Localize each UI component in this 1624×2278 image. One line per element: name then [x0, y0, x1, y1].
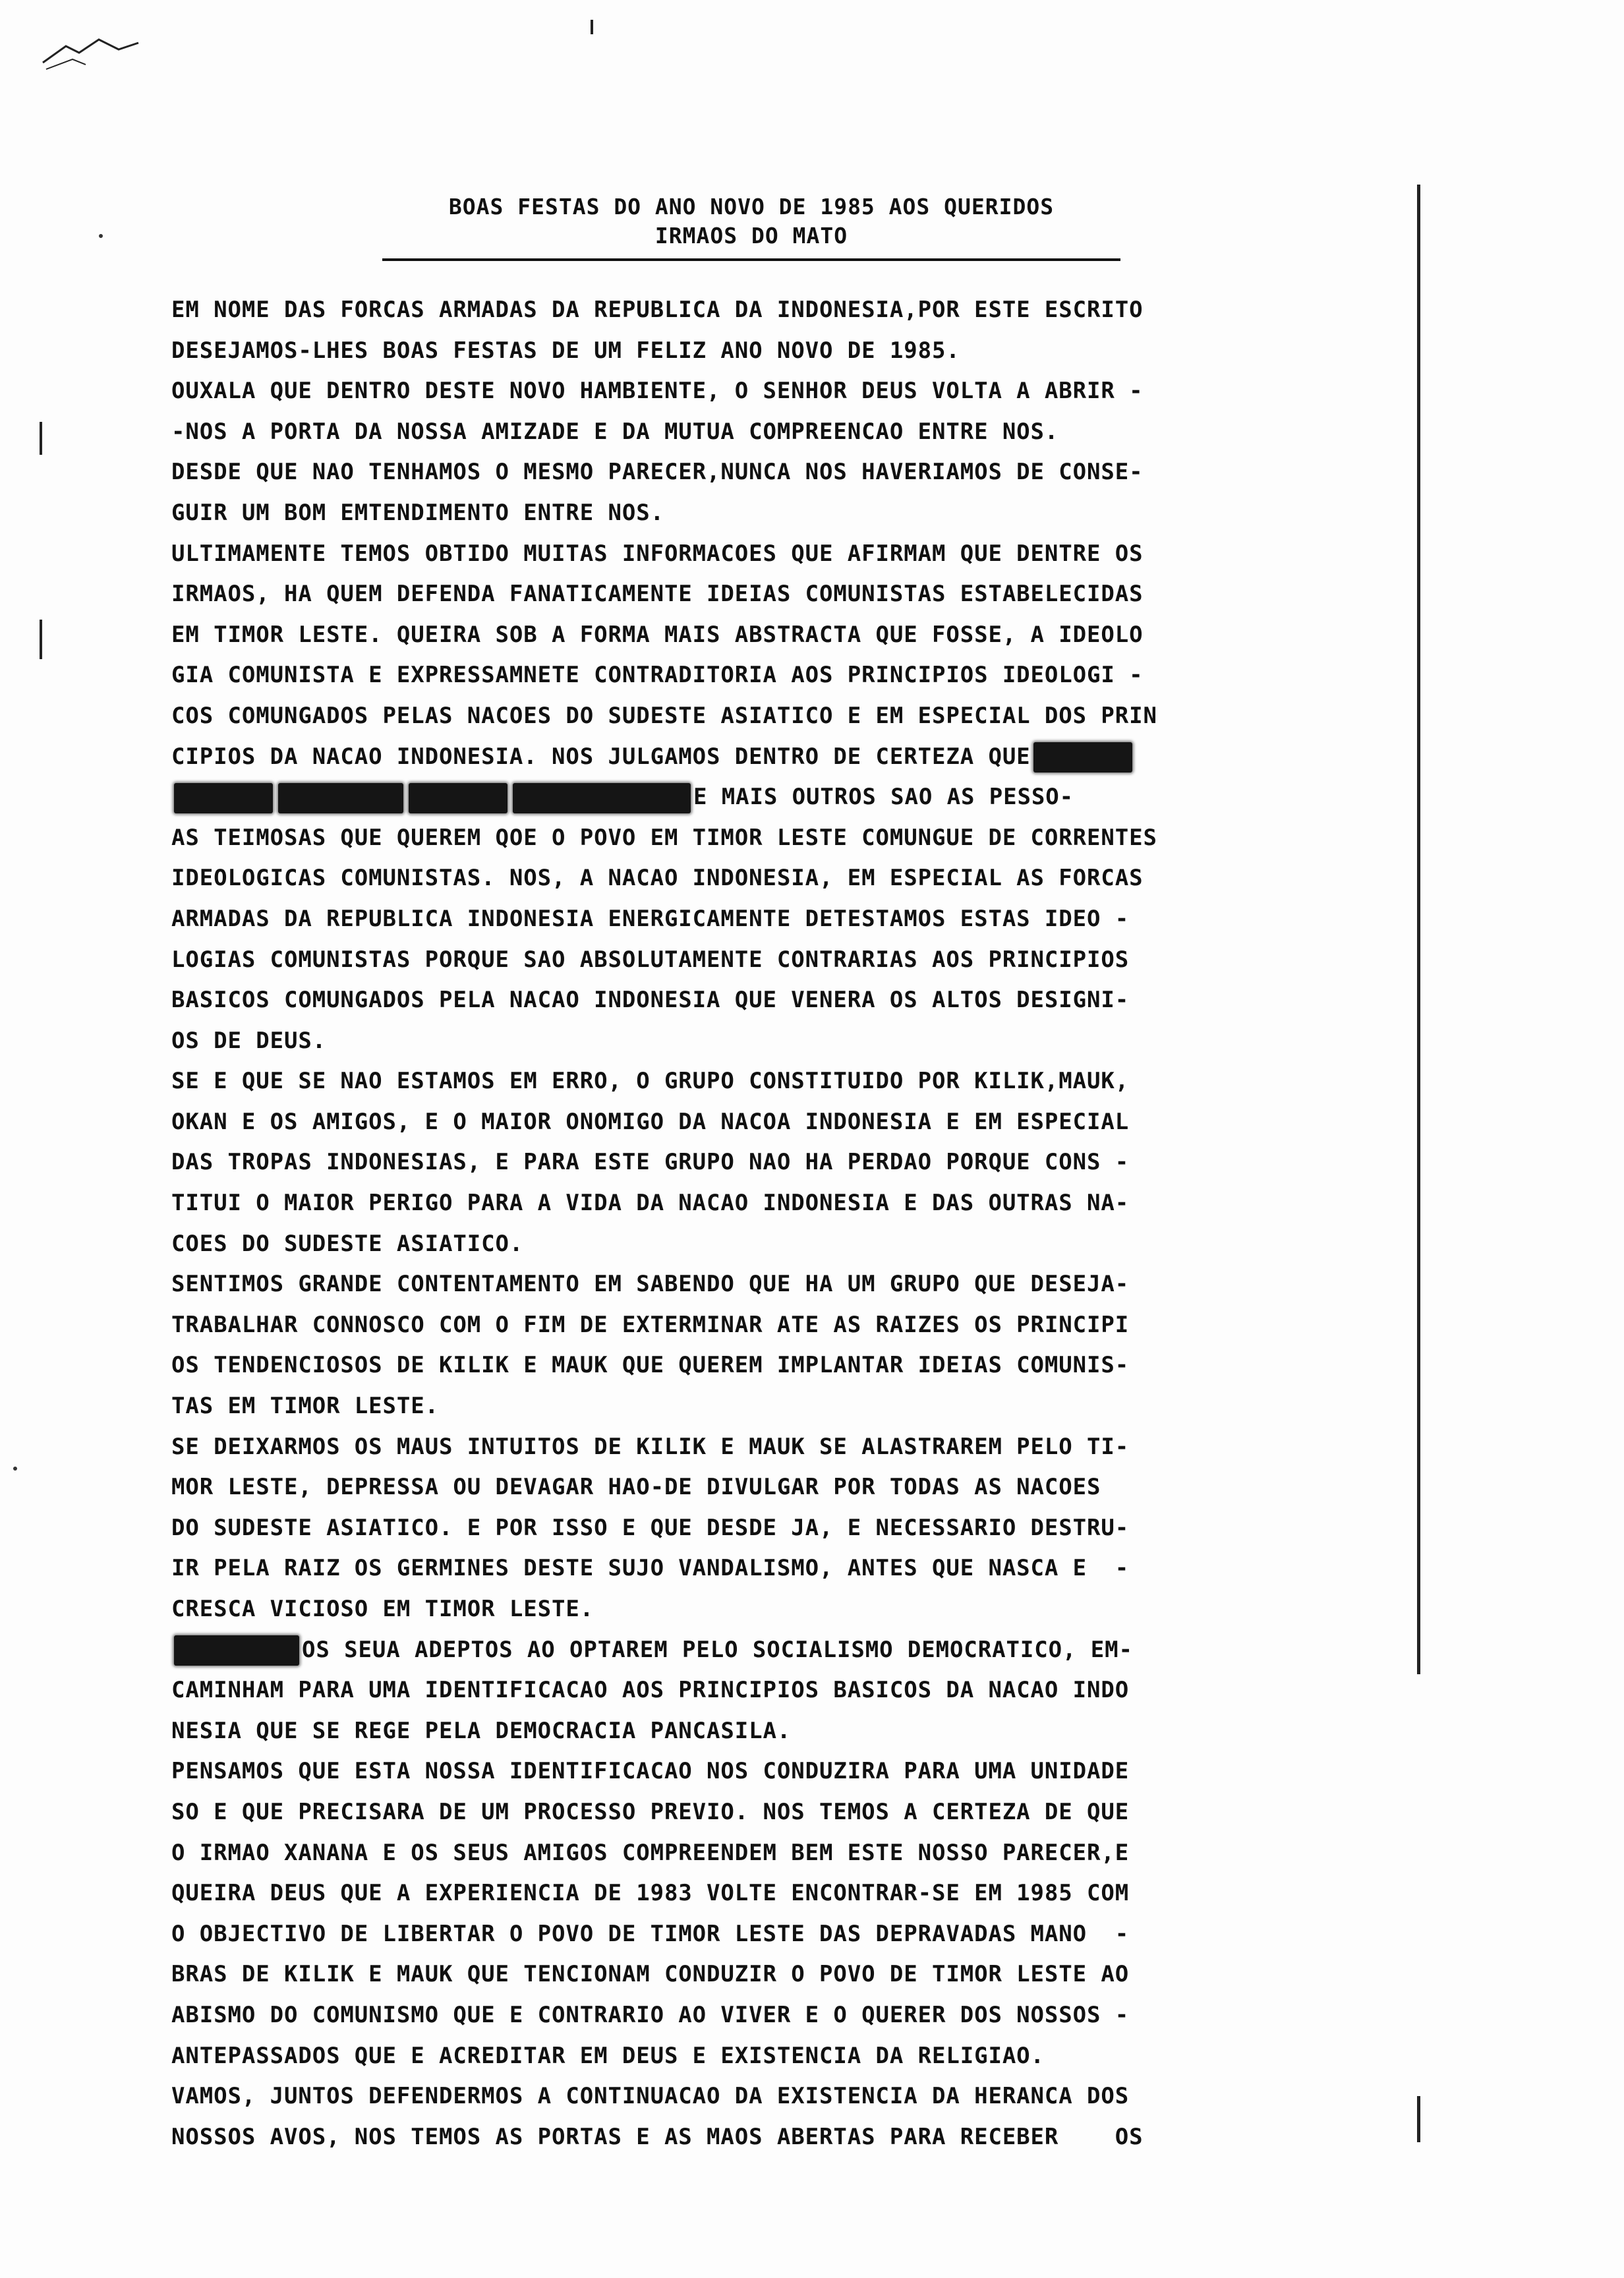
- text-line: MOR LESTE, DEPRESSA OU DEVAGAR HAO-DE DIVULGAR POR TODAS AS NACOES: [171, 1474, 1101, 1501]
- text-line: [171, 777, 1345, 818]
- text-line: TRABALHAR CONNOSCO COM O FIM DE EXTERMINAR ATE AS RAIZES OS PRINCIPI: [171, 1311, 1130, 1338]
- text-line: LOGIAS COMUNISTAS PORQUE SAO ABSOLUTAMENTE CONTRARIAS AOS PRINCIPIOS: [171, 946, 1130, 973]
- text-line: SE E QUE SE NAO ESTAMOS EM ERRO, O GRUPO CONSTITUIDO POR KILIK,MAUK,: [171, 1068, 1130, 1095]
- text-line: QUEIRA DEUS QUE A EXPERIENCIA DE 1983 VOLTE ENCONTRAR-SE EM 1985 COM: [171, 1880, 1130, 1907]
- text-line: OS TENDENCIOSOS DE KILIK E MAUK QUE QUEREM IMPLANTAR IDEIAS COMUNIS-: [171, 1352, 1130, 1379]
- text-line: DESDE QUE NAO TENHAMOS O MESMO PARECER,NUNCA NOS HAVERIAMOS DE CONSE-: [171, 459, 1144, 486]
- text-line: TITUI O MAIOR PERIGO PARA A VIDA DA NACAO INDONESIA E DAS OUTRAS NA-: [171, 1190, 1130, 1217]
- text-line: [171, 1630, 1345, 1671]
- redaction-block: [409, 783, 508, 813]
- text-line: SE DEIXARMOS OS MAUS INTUITOS DE KILIK E MAUK SE ALASTRAREM PELO TI-: [171, 1433, 1130, 1460]
- text-segment: E MAIS OUTROS SAO AS PESSO-: [693, 784, 1074, 811]
- text-line: GIA COMUNISTA E EXPRESSAMNETE CONTRADITORIA AOS PRINCIPIOS IDEOLOGI -: [171, 662, 1144, 689]
- redaction-block: [1033, 742, 1132, 773]
- text-line: OKAN E OS AMIGOS, E O MAIOR ONOMIGO DA NACOA INDONESIA E EM ESPECIAL: [171, 1108, 1130, 1135]
- scan-mark: [591, 20, 593, 34]
- text-line: AS TEIMOSAS QUE QUEREM QOE O POVO EM TIMOR LESTE COMUNGUE DE CORRENTES: [171, 824, 1157, 851]
- title-line: BOAS FESTAS DO ANO NOVO DE 1985 AOS QUERIDOS: [448, 194, 1055, 219]
- text-line: EM TIMOR LESTE. QUEIRA SOB A FORMA MAIS ABSTRACTA QUE FOSSE, A IDEOLO: [171, 621, 1144, 648]
- text-line: O IRMAO XANANA E OS SEUS AMIGOS COMPREENDEM BEM ESTE NOSSO PARECER,E: [171, 1839, 1130, 1866]
- handwritten-scribble: [40, 33, 145, 73]
- text-line: DO SUDESTE ASIATICO. E POR ISSO E QUE DESDE JA, E NECESSARIO DESTRU-: [171, 1514, 1130, 1541]
- text-line: [171, 737, 1345, 778]
- text-line: SENTIMOS GRANDE CONTENTAMENTO EM SABENDO QUE HA UM GRUPO QUE DESEJA-: [171, 1271, 1130, 1298]
- redaction-block: [278, 783, 403, 813]
- document-title: [382, 192, 1120, 250]
- scan-mark: [40, 422, 42, 455]
- text-line: ABISMO DO COMUNISMO QUE E CONTRARIO AO VIVER E O QUERER DOS NOSSOS -: [171, 2001, 1130, 2028]
- text-line: IR PELA RAIZ OS GERMINES DESTE SUJO VANDALISMO, ANTES QUE NASCA E -: [171, 1555, 1130, 1582]
- scan-mark: [99, 234, 103, 238]
- text-line: NESIA QUE SE REGE PELA DEMOCRACIA PANCASILA.: [171, 1717, 792, 1744]
- scan-mark: [1417, 2096, 1420, 2142]
- text-line: GUIR UM BOM EMTENDIMENTO ENTRE NOS.: [171, 499, 664, 526]
- title-line: IRMAOS DO MATO: [654, 223, 848, 248]
- text-line: O OBJECTIVO DE LIBERTAR O POVO DE TIMOR LESTE DAS DEPRAVADAS MANO -: [171, 1920, 1130, 1947]
- text-line: CRESCA VICIOSO EM TIMOR LESTE.: [171, 1596, 594, 1622]
- text-segment: CIPIOS DA NACAO INDONESIA. NOS JULGAMOS DENTRO DE CERTEZA QUE: [171, 743, 1031, 770]
- text-line: IDEOLOGICAS COMUNISTAS. NOS, A NACAO INDONESIA, EM ESPECIAL AS FORCAS: [171, 865, 1144, 892]
- scan-mark: [13, 1467, 17, 1471]
- text-line: TAS EM TIMOR LESTE.: [171, 1393, 440, 1420]
- text-line: PENSAMOS QUE ESTA NOSSA IDENTIFICACAO NOS CONDUZIRA PARA UMA UNIDADE: [171, 1758, 1130, 1785]
- text-line: COES DO SUDESTE ASIATICO.: [171, 1230, 524, 1257]
- text-line: EM NOME DAS FORCAS ARMADAS DA REPUBLICA DA INDONESIA,POR ESTE ESCRITO: [171, 297, 1144, 323]
- text-line: COS COMUNGADOS PELAS NACOES DO SUDESTE ASIATICO E EM ESPECIAL DOS PRIN: [171, 702, 1157, 729]
- text-line: BRAS DE KILIK E MAUK QUE TENCIONAM CONDUZIR O POVO DE TIMOR LESTE AO: [171, 1961, 1130, 1988]
- text-line: IRMAOS, HA QUEM DEFENDA FANATICAMENTE IDEIAS COMUNISTAS ESTABELECIDAS: [171, 581, 1144, 608]
- text-line: ARMADAS DA REPUBLICA INDONESIA ENERGICAMENTE DETESTAMOS ESTAS IDEO -: [171, 905, 1130, 932]
- letter-body: [171, 290, 1345, 2157]
- redaction-block: [513, 783, 691, 813]
- text-line: OUXALA QUE DENTRO DESTE NOVO HAMBIENTE, O SENHOR DEUS VOLTA A ABRIR -: [171, 378, 1144, 405]
- text-line: ULTIMAMENTE TEMOS OBTIDO MUITAS INFORMACOES QUE AFIRMAM QUE DENTRE OS: [171, 540, 1144, 567]
- text-line: NOSSOS AVOS, NOS TEMOS AS PORTAS E AS MAOS ABERTAS PARA RECEBER OS: [171, 2123, 1144, 2150]
- text-line: DESEJAMOS-LHES BOAS FESTAS DE UM FELIZ ANO NOVO DE 1985.: [171, 337, 960, 364]
- text-line: CAMINHAM PARA UMA IDENTIFICACAO AOS PRINCIPIOS BASICOS DA NACAO INDO: [171, 1677, 1130, 1704]
- text-line: DAS TROPAS INDONESIAS, E PARA ESTE GRUPO NAO HA PERDAO PORQUE CONS -: [171, 1149, 1130, 1176]
- text-line: SO E QUE PRECISARA DE UM PROCESSO PREVIO. NOS TEMOS A CERTEZA DE QUE: [171, 1798, 1130, 1825]
- text-line: -NOS A PORTA DA NOSSA AMIZADE E DA MUTUA COMPREENCAO ENTRE NOS.: [171, 418, 1059, 445]
- text-line: OS DE DEUS.: [171, 1027, 327, 1054]
- text-line: BASICOS COMUNGADOS PELA NACAO INDONESIA QUE VENERA OS ALTOS DESIGNI-: [171, 987, 1130, 1014]
- redaction-block: [174, 1635, 299, 1666]
- text-line: ANTEPASSADOS QUE E ACREDITAR EM DEUS E EXISTENCIA DA RELIGIAO.: [171, 2042, 1045, 2069]
- scan-mark: [1417, 185, 1420, 1674]
- title-underline: [382, 258, 1120, 261]
- redaction-block: [174, 783, 273, 813]
- text-line: VAMOS, JUNTOS DEFENDERMOS A CONTINUACAO DA EXISTENCIA DA HERANCA DOS: [171, 2083, 1130, 2110]
- text-segment: OS SEUA ADEPTOS AO OPTAREM PELO SOCIALISMO DEMOCRATICO, EM-: [302, 1636, 1133, 1663]
- scan-mark: [40, 620, 42, 659]
